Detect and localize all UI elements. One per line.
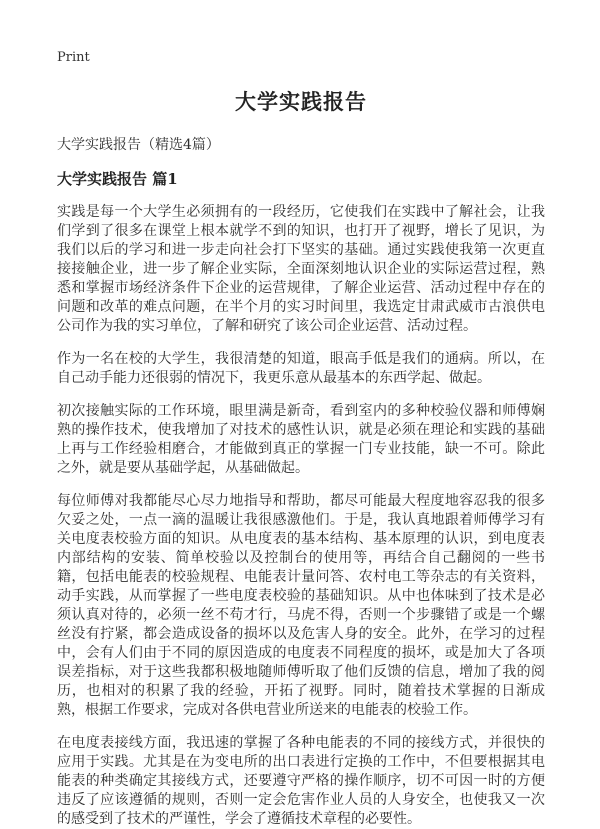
body-paragraph: 在电度表接线方面，我迅速的掌握了各种电能表的不同的接线方式，并很快的应用于实践。尤其是在为变电所的出口表进行定换的工作中，不但要根据其电能表的种类确定其接线方式，还要遵守严格的操作顺序，切不可因一时的方便违反了应该遵循的规则，否则一定会危害作业人员的人身安全，也使我又一次的感受到了技术的严谨性，学会了遵循技术章程的必要性。 (57, 735, 545, 827)
print-link[interactable]: Print (57, 50, 90, 65)
body-paragraph: 实践是每一个大学生必须拥有的一段经历，它使我们在实践中了解社会，让我们学到了很多在课堂上根本就学不到的知识，也打开了视野，增长了见识，为我们以后的学习和进一步走向社会打下坚实的基础。通过实践使我第一次更直接接触企业，进一步了解企业实际，全面深刻地认识企业的实际运营过程，熟悉和掌握市场经济条件下企业的运营规律，了解企业运营、活动过程中存在的问题和改革的难点问题，在半个月的实习时间里，我选定甘肃武威市古浪供电公司作为我的实习单位，了解和研究了该公司企业运营、活动过程。 (57, 204, 545, 334)
report-title: 大学实践报告 (235, 89, 367, 114)
body-paragraph: 每位师傅对我都能尽心尽力地指导和帮助，都尽可能最大程度地容忍我的很多欠妥之处，一点一滴的温暖让我很感激他们。于是，我认真地跟着师傅学习有关电度表校验方面的知识。从电度表的基本结构、基本原理的认识，到电度表内部结构的安装、简单校验以及控制台的使用等，再结合自己翻阅的一些书籍，包括电能表的校验规程、电能表计量问答、农村电工等杂志的有关资料，动手实践，从而掌握了一些电度表校验的基础知识。从中也体味到了技术是必须认真对待的，必须一丝不苟才行，马虎不得，否则一个步骤错了或是一个螺丝没有拧紧，都会造成设备的损坏以及危害人身的安全。此外，在学习的过程中，会有人们由于不同的原因造成的电度表不同程度的损坏，或是加大了各项误差指标，对于这些我都积极地随师傅听取了他们反馈的信息，增加了我的阅历，也相对的积累了我的经验，开拓了视野。同时，随着技术掌握的日渐成熟，根据工作要求，完成对各供电营业所送来的电能表的校验工作。 (57, 493, 545, 718)
report-body (57, 203, 545, 829)
report-subtitle: 大学实践报告（精选4篇） (57, 137, 220, 153)
section-heading: 大学实践报告 篇1 (57, 170, 178, 188)
body-paragraph: 初次接触实际的工作环境，眼里满是新奇，看到室内的多种校验仪器和师傅娴熟的操作技术，使我增加了对技术的感性认识，就是必须在理论和实践的基础上再与工作经验相磨合，才能做到真正的掌握一门专业技能，缺一不可。除此之外，就是要从基础学起，从基础做起。 (57, 403, 545, 476)
body-paragraph: 作为一名在校的大学生，我很清楚的知道，眼高手低是我们的通病。所以，在自己动手能力还很弱的情况下，我更乐意从最基本的东西学起、做起。 (57, 351, 545, 386)
